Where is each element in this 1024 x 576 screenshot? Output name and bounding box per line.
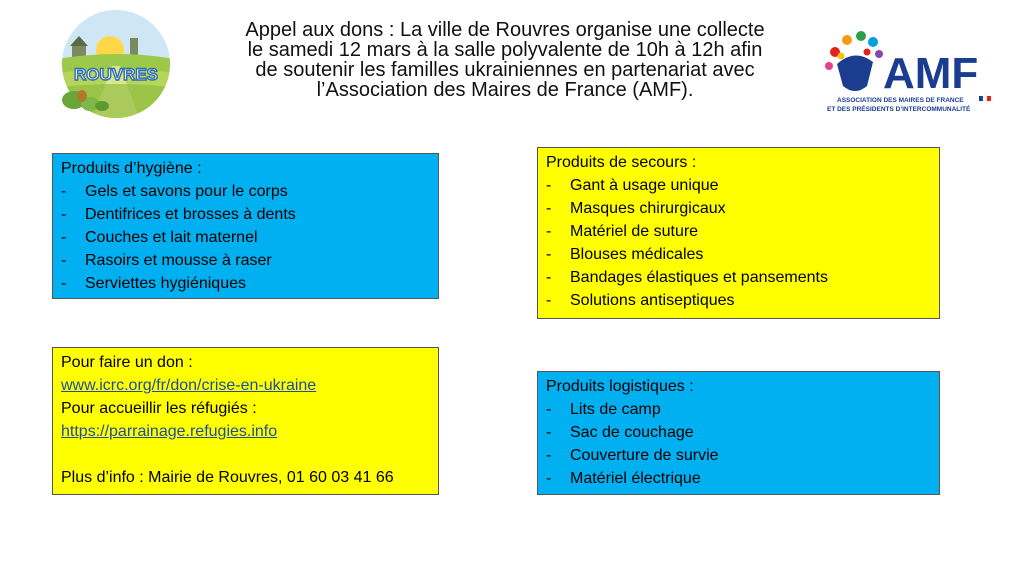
logistique-box <box>537 371 940 495</box>
donation-link[interactable]: www.icrc.org/fr/don/crise-en-ukraine <box>61 377 317 394</box>
list-item: - Dentifrices et brosses à dents <box>61 206 296 223</box>
announcement-line: de soutenir les familles ukrainiennes en partenariat avec <box>255 59 755 81</box>
rouvres-logo <box>52 8 180 120</box>
list-item: - Lits de camp <box>546 401 661 418</box>
secours-title: Produits de secours : <box>546 154 697 171</box>
list-item: - Couverture de survie <box>546 447 719 464</box>
donation-box <box>52 347 439 495</box>
list-item: - Matériel électrique <box>546 470 701 487</box>
hygiene-box <box>52 153 439 299</box>
announcement-header <box>200 20 810 100</box>
amf-logo <box>815 22 995 114</box>
secours-box <box>537 147 940 319</box>
list-item: - Serviettes hygiéniques <box>61 275 246 292</box>
refugee-label: Pour accueillir les réfugiés : <box>61 400 257 417</box>
logistique-list <box>546 398 931 490</box>
announcement-line: le samedi 12 mars à la salle polyvalente de 10h à 12h afin <box>247 39 763 61</box>
info-line: Plus d’info : Mairie de Rouvres, 01 60 03 41 66 <box>61 469 394 486</box>
list-item: - Couches et lait maternel <box>61 229 258 246</box>
svg-text:ASSOCIATION DES MAIRES DE FRAN: ASSOCIATION DES MAIRES DE FRANCE <box>837 97 964 104</box>
hygiene-list <box>61 180 430 295</box>
list-item: - Blouses médicales <box>546 246 704 263</box>
list-item: - Matériel de suture <box>546 223 699 240</box>
list-item: - Sac de couchage <box>546 424 694 441</box>
list-item: - Gant à usage unique <box>546 177 719 194</box>
refugee-link[interactable]: https://parrainage.refugies.info <box>61 423 278 440</box>
logistique-title: Produits logistiques : <box>546 378 694 395</box>
svg-text:AMF: AMF <box>883 49 979 98</box>
svg-text:ROUVRES: ROUVRES <box>73 65 159 84</box>
svg-text:ET DES PRÉSIDENTS D’INTERCOMMU: ET DES PRÉSIDENTS D’INTERCOMMUNALITÉ <box>827 106 971 113</box>
secours-list <box>546 174 931 312</box>
announcement-line: Appel aux dons : La ville de Rouvres organise une collecte <box>245 19 765 41</box>
list-item: - Rasoirs et mousse à raser <box>61 252 272 269</box>
list-item: - Gels et savons pour le corps <box>61 183 288 200</box>
list-item: - Masques chirurgicaux <box>546 200 726 217</box>
list-item: - Solutions antiseptiques <box>546 292 735 309</box>
spacer <box>61 443 430 466</box>
announcement-line: l’Association des Maires de France (AMF). <box>316 79 694 101</box>
list-item: - Bandages élastiques et pansements <box>546 269 828 286</box>
hygiene-title: Produits d’hygiène : <box>61 160 202 177</box>
donation-label: Pour faire un don : <box>61 354 193 371</box>
